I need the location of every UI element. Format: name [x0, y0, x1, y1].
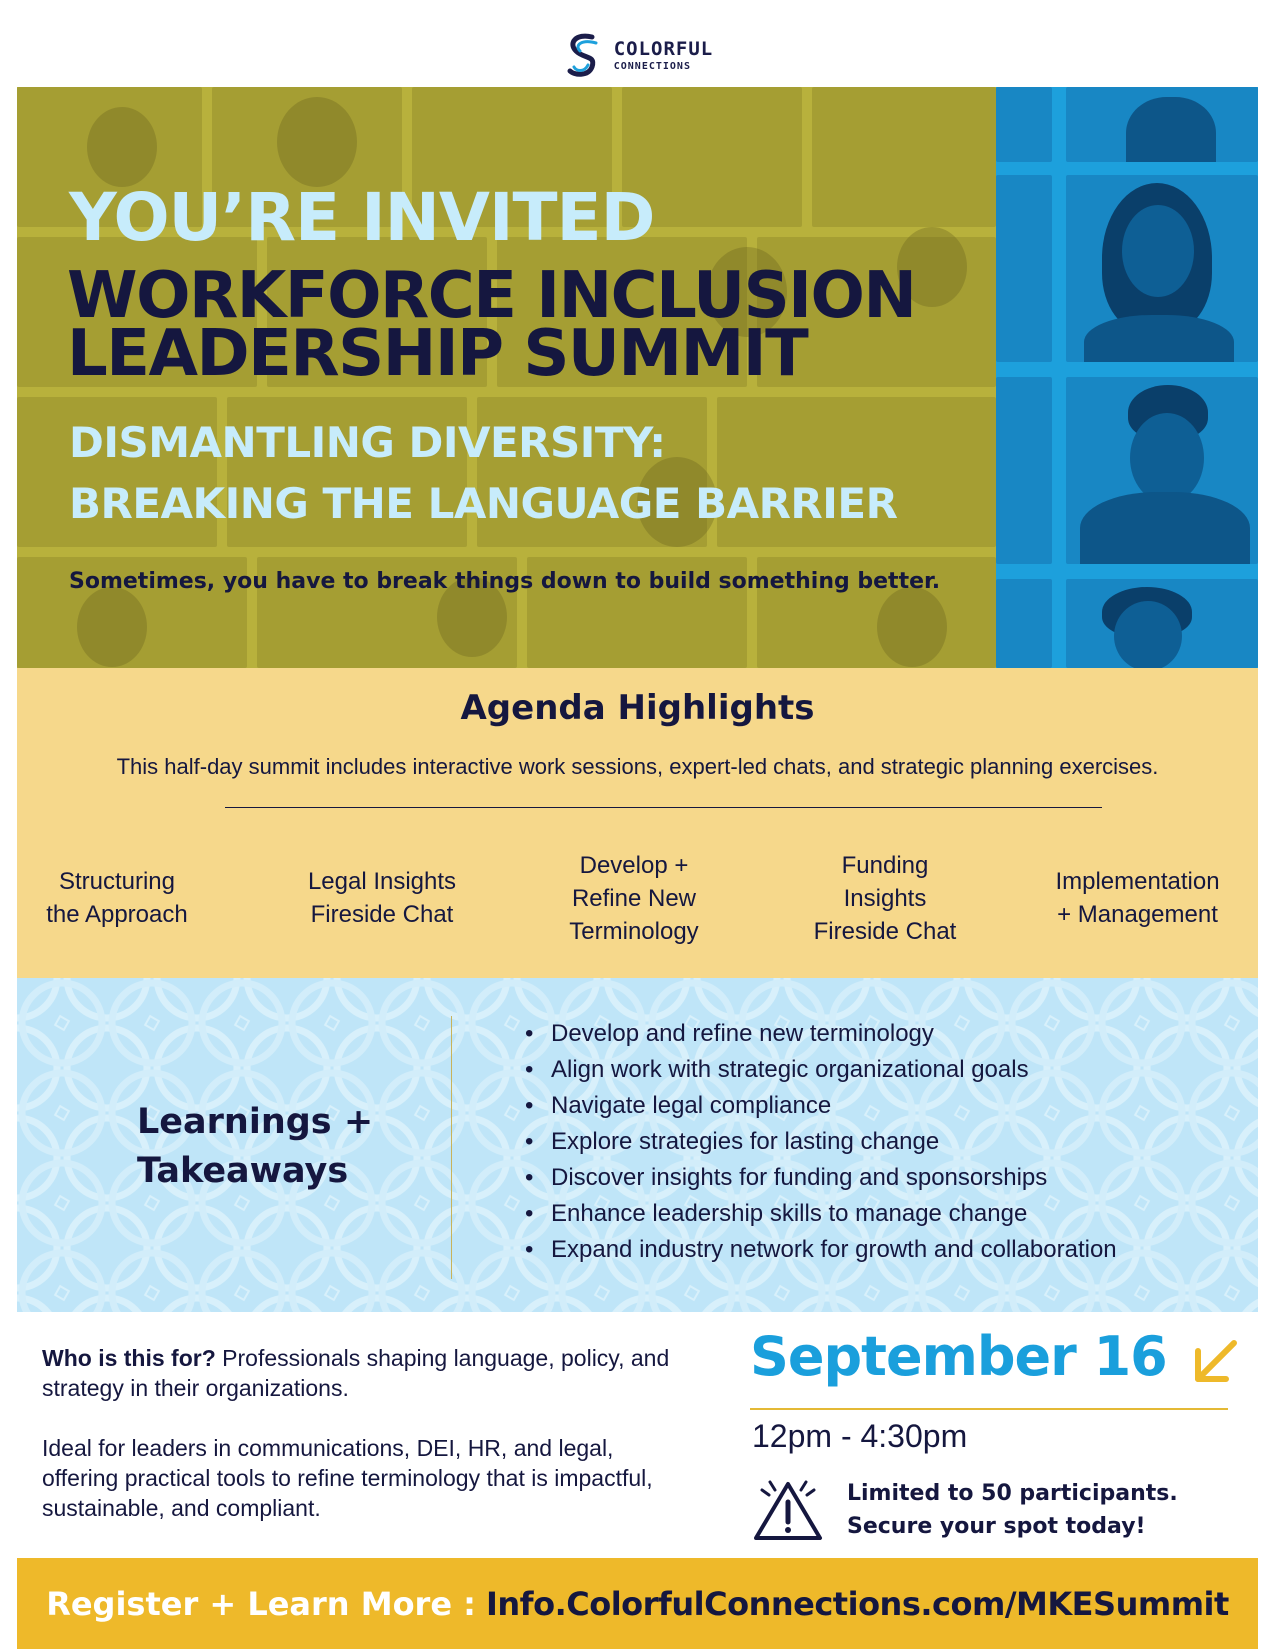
logo-line-1: COLORFUL — [613, 38, 714, 60]
agenda-item-line: the Approach — [46, 901, 188, 928]
audience-question: Who is this for? — [42, 1345, 216, 1371]
summit-title-line-2: LEADERSHIP SUMMIT — [67, 317, 808, 391]
event-date: September 16 — [750, 1325, 1167, 1388]
agenda-item-line: Structuring — [58, 868, 176, 895]
agenda-item — [17, 848, 217, 948]
learnings-divider — [451, 1016, 452, 1279]
capacity-notice — [847, 1477, 1178, 1543]
date-divider — [750, 1408, 1228, 1410]
agenda-item-line: Refine New — [571, 884, 697, 912]
warning-icon — [748, 1474, 828, 1544]
agenda-item — [262, 848, 502, 948]
agenda-section — [17, 668, 1258, 978]
capacity-line-2: Secure your spot today! — [847, 1514, 1146, 1539]
list-item: • Align work with strategic organizational goals — [525, 1052, 1117, 1088]
agenda-item-line: Fireside Chat — [310, 901, 454, 928]
list-item: • Navigate legal compliance — [525, 1088, 1117, 1124]
agenda-divider — [225, 807, 1102, 808]
audience-ideal: Ideal for leaders in communications, DEI, HR, and legal, offering practical tools to refine terminology that is impactful, sustainable, and compliant. — [42, 1435, 653, 1521]
list-item: • Develop and refine new terminology — [525, 1016, 1117, 1052]
registration-link[interactable]: Info.ColorfulConnections.com/MKESummit — [485, 1584, 1229, 1623]
hero-portrait-column — [996, 87, 1258, 668]
list-item: • Discover insights for funding and sponsorships — [525, 1160, 1117, 1196]
register-label: Register + Learn More : — [46, 1584, 476, 1623]
agenda-item-line: Legal Insights — [307, 868, 457, 895]
agenda-item — [765, 848, 1005, 948]
learnings-list — [525, 1016, 1117, 1268]
learnings-title-line-2: Takeaways — [137, 1151, 349, 1191]
agenda-items — [17, 848, 1258, 958]
agenda-item — [514, 848, 754, 948]
agenda-item — [1017, 848, 1258, 948]
agenda-item-line: + Management — [1057, 901, 1218, 928]
logo-mark-icon — [562, 31, 606, 81]
agenda-description: This half-day summit includes interactive work sessions, expert-led chats, and strategic planning exercises. — [116, 754, 1159, 779]
agenda-item-line: Implementation — [1055, 868, 1220, 895]
agenda-item-line: Fireside Chat — [813, 917, 957, 945]
logo-line-2: CONNECTIONS — [613, 61, 691, 72]
summit-subtitle — [69, 412, 897, 534]
hero-banner — [17, 87, 1258, 668]
agenda-item-line: Insights — [843, 884, 927, 912]
invitation-heading: YOU’RE INVITED — [69, 179, 655, 256]
list-item: • Explore strategies for lasting change — [525, 1124, 1117, 1160]
event-time: 12pm - 4:30pm — [752, 1418, 968, 1454]
list-item: • Enhance leadership skills to manage change — [525, 1196, 1117, 1232]
agenda-item-line: Funding — [841, 851, 929, 879]
summit-title-line-1: WORKFORCE INCLUSION — [67, 259, 916, 333]
agenda-item-line: Develop + — [579, 851, 689, 879]
audience-statement — [42, 1343, 682, 1403]
learnings-section — [17, 978, 1258, 1312]
summit-title — [67, 259, 916, 391]
list-item: • Expand industry network for growth and collaboration — [525, 1232, 1117, 1268]
agenda-title: Agenda Highlights — [460, 688, 815, 728]
learnings-title-line-1: Learnings + — [137, 1102, 374, 1142]
registration-banner — [17, 1558, 1258, 1649]
brand-logo — [0, 28, 1275, 84]
capacity-line-1: Limited to 50 participants. — [847, 1481, 1178, 1506]
agenda-item-line: Terminology — [569, 917, 699, 945]
arrow-down-left-icon — [1188, 1337, 1240, 1389]
subtitle-line-2: BREAKING THE LANGUAGE BARRIER — [69, 479, 898, 528]
learnings-title — [137, 1098, 373, 1196]
audience-answer: Professionals shaping language, policy, and strategy in their organizations. — [42, 1345, 670, 1401]
subtitle-line-1: DISMANTLING DIVERSITY: — [69, 418, 666, 467]
tagline: Sometimes, you have to break things down to build something better. — [69, 569, 941, 594]
